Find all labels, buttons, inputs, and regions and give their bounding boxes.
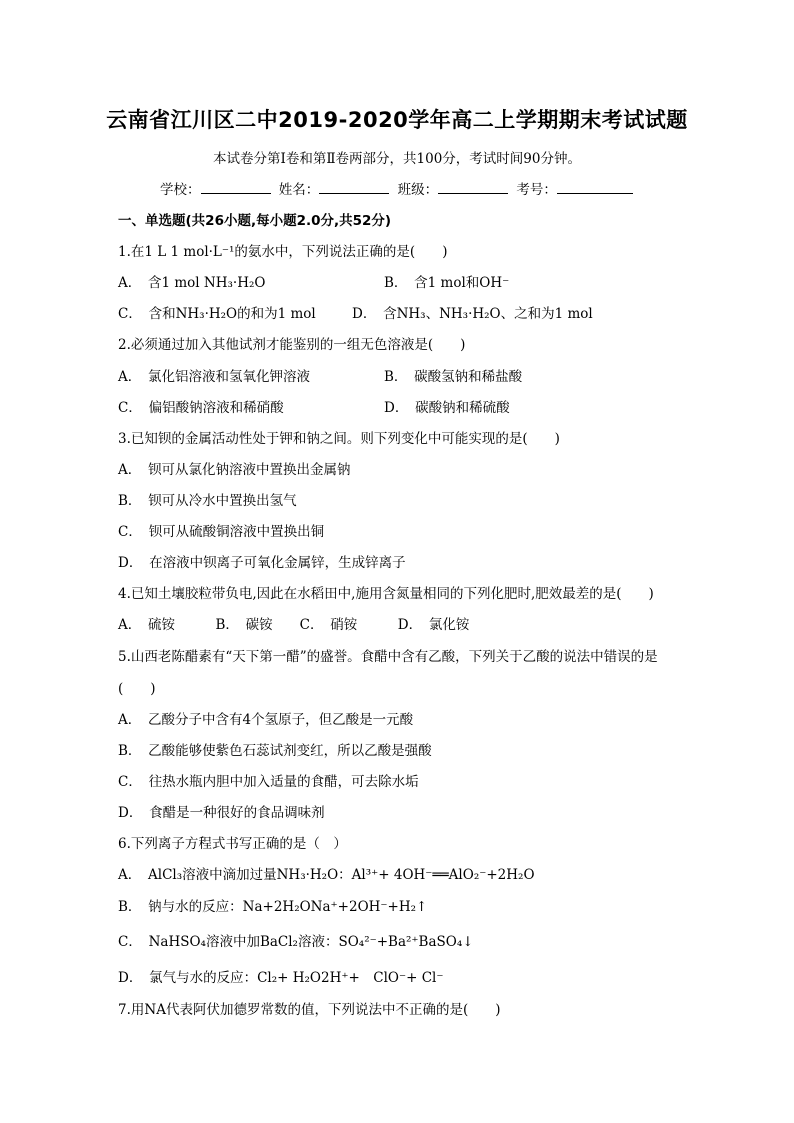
question-6-option-c: C． NaHSO₄溶液中加BaCl₂溶液：SO₄²⁻+Ba²⁺BaSO₄↓ — [118, 934, 474, 950]
question-5-option-a: A． 乙酸分子中含有4个氢原子，但乙酸是一元酸 — [118, 712, 414, 728]
name-label: 姓名： — [278, 182, 320, 198]
question-3-stem: 3.已知钡的金属活动性处于钾和钠之间。则下列变化中可能实现的是( ) — [118, 431, 560, 447]
question-6-option-b: B． 钠与水的反应：Na+2H₂ONa⁺+2OH⁻+H₂↑ — [118, 899, 428, 915]
student-info-row — [160, 178, 637, 198]
question-1-option-b: B． 含1 mol和OH⁻ — [384, 275, 510, 291]
question-5-stem: 5.山西老陈醋素有“天下第一醋”的盛誉。食醋中含有乙酸，下列关于乙酸的说法中错误的是 — [118, 649, 658, 665]
question-3-option-b: B． 钡可从冷水中置换出氢气 — [118, 493, 297, 509]
question-6-stem: 6.下列离子方程式书写正确的是（ ） — [118, 836, 347, 852]
school-label: 学校： — [160, 182, 201, 198]
question-1-option-a: A． 含1 mol NH₃·H₂O — [118, 275, 266, 291]
question-5-option-c: C． 往热水瓶内胆中加入适量的食醋，可去除水垢 — [118, 774, 419, 790]
question-2-option-d: D． 碳酸钠和稀硫酸 — [384, 400, 510, 416]
question-5-option-b: B． 乙酸能够使紫色石蕊试剂变红，所以乙酸是强酸 — [118, 743, 432, 759]
question-2-stem: 2.必须通过加入其他试剂才能鉴别的一组无色溶液是( ) — [118, 337, 466, 353]
question-3-option-a: A． 钡可从氯化钠溶液中置换出金属钠 — [118, 462, 351, 478]
class-label: 班级： — [397, 182, 439, 198]
question-5-option-d: D． 食醋是一种很好的食品调味剂 — [118, 805, 325, 821]
question-1-stem: 1.在1 L 1 mol·L⁻¹的氨水中，下列说法正确的是( ) — [118, 244, 448, 260]
question-6-option-a: A． AlCl₃溶液中滴加过量NH₃·H₂O：Al³⁺+ 4OH⁻══AlO₂⁻+2H₂O — [118, 867, 535, 883]
exam-instructions: 本试卷分第Ⅰ卷和第Ⅱ卷两部分，共100分，考试时间90分钟。 — [213, 151, 581, 167]
school-blank — [201, 180, 271, 194]
question-1-option-d: D． 含NH₃、NH₃·H₂O、之和为1 mol — [352, 306, 593, 322]
question-4-options: A． 硫铵 B． 碳铵 C． 硝铵 D． 氯化铵 — [118, 617, 470, 633]
question-7-stem: 7.用NA代表阿伏加德罗常数的值，下列说法中不正确的是( ) — [118, 1002, 501, 1018]
question-3-option-d: D． 在溶液中钡离子可氧化金属锌，生成锌离子 — [118, 555, 406, 571]
question-5-stem-continued: ( ) — [118, 681, 156, 697]
page-title: 云南省江川区二中2019-2020学年高二上学期期末考试试题 — [106, 108, 688, 132]
number-blank — [557, 180, 633, 194]
question-2-option-c: C． 偏铝酸钠溶液和稀硝酸 — [118, 400, 284, 416]
section-heading: 一、单选题(共26小题,每小题2.0分,共52分) — [118, 213, 392, 229]
number-label: 考号： — [516, 182, 557, 198]
question-1-option-c: C． 含和NH₃·H₂O的和为1 mol — [118, 306, 316, 322]
question-6-option-d: D． 氯气与水的反应：Cl₂+ H₂O2H⁺+ ClO⁻+ Cl⁻ — [118, 970, 444, 986]
name-blank — [319, 180, 389, 194]
question-2-option-a: A． 氯化铝溶液和氢氧化钾溶液 — [118, 369, 310, 385]
question-3-option-c: C． 钡可从硫酸铜溶液中置换出铜 — [118, 524, 325, 540]
question-4-stem: 4.已知土壤胶粒带负电,因此在水稻田中,施用含氮量相同的下列化肥时,肥效最差的是( ) — [118, 586, 654, 602]
class-blank — [438, 180, 508, 194]
question-2-option-b: B． 碳酸氢钠和稀盐酸 — [384, 369, 523, 385]
